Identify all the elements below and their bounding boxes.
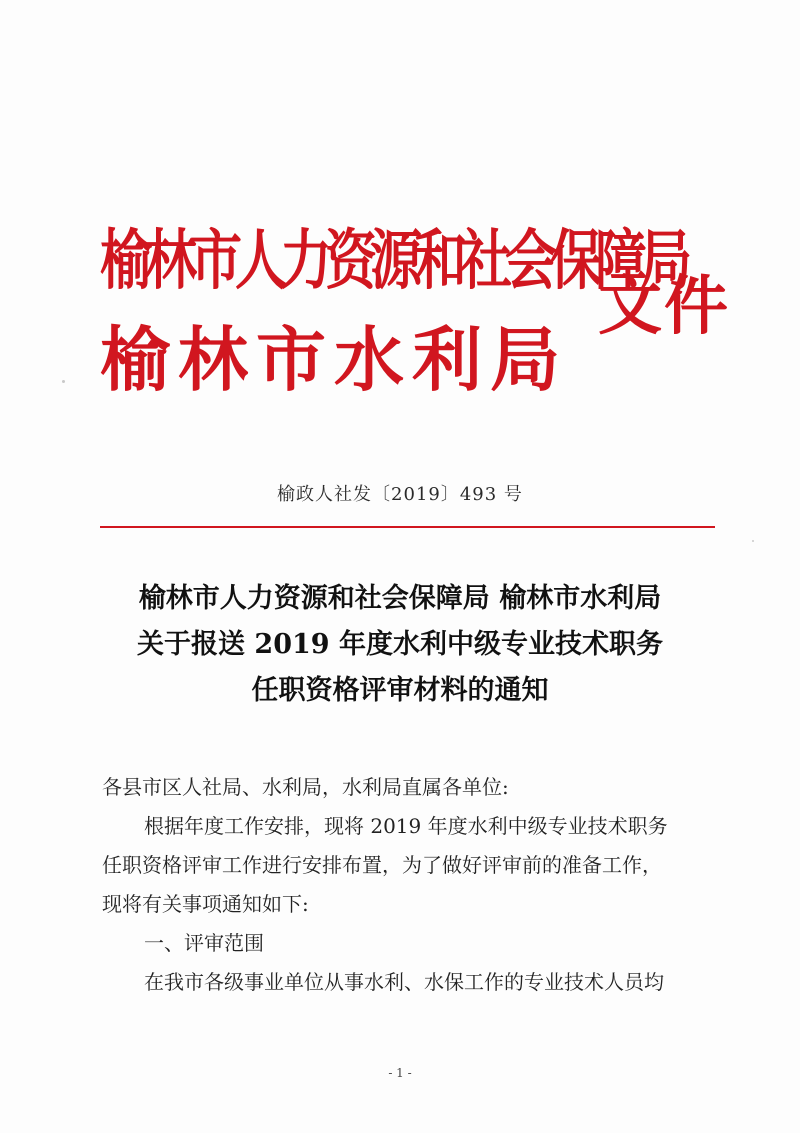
body-paragraph-line: 在我市各级事业单位从事水利、水保工作的专业技术人员均: [144, 970, 664, 994]
title-line-1: 榆林市人力资源和社会保障局 榆林市水利局: [138, 583, 662, 614]
letterhead-red-rule: [100, 526, 715, 528]
letterhead: [100, 218, 740, 408]
body-paragraph-line: 现将有关事项通知如下:: [102, 892, 309, 916]
title-line-3: 任职资格评审材料的通知: [251, 675, 549, 706]
body-paragraph-line: 任职资格评审工作进行安排布置，为了做好评审前的准备工作，: [102, 853, 662, 877]
section-heading: 一、评审范围: [144, 931, 264, 955]
scan-speck: [752, 540, 754, 542]
salutation: 各县市区人社局、水利局，水利局直属各单位:: [102, 775, 509, 799]
letterhead-org-2: 榆林市水利局: [100, 319, 568, 401]
document-title: [60, 576, 740, 714]
body-paragraph-line: 根据年度工作安排，现将 2019 年度水利中级专业技术职务: [144, 814, 668, 838]
letterhead-org-1: 榆林市人力资源和社会保障局: [100, 223, 686, 299]
letterhead-doc-type: 文件: [598, 270, 730, 344]
page-number: - 1 -: [388, 1066, 412, 1080]
document-number: 榆政人社发〔2019〕493 号: [277, 484, 523, 505]
scan-speck: [62, 380, 65, 383]
document-body: [102, 768, 722, 1002]
title-line-2: 关于报送 2019 年度水利中级专业技术职务: [137, 629, 663, 660]
